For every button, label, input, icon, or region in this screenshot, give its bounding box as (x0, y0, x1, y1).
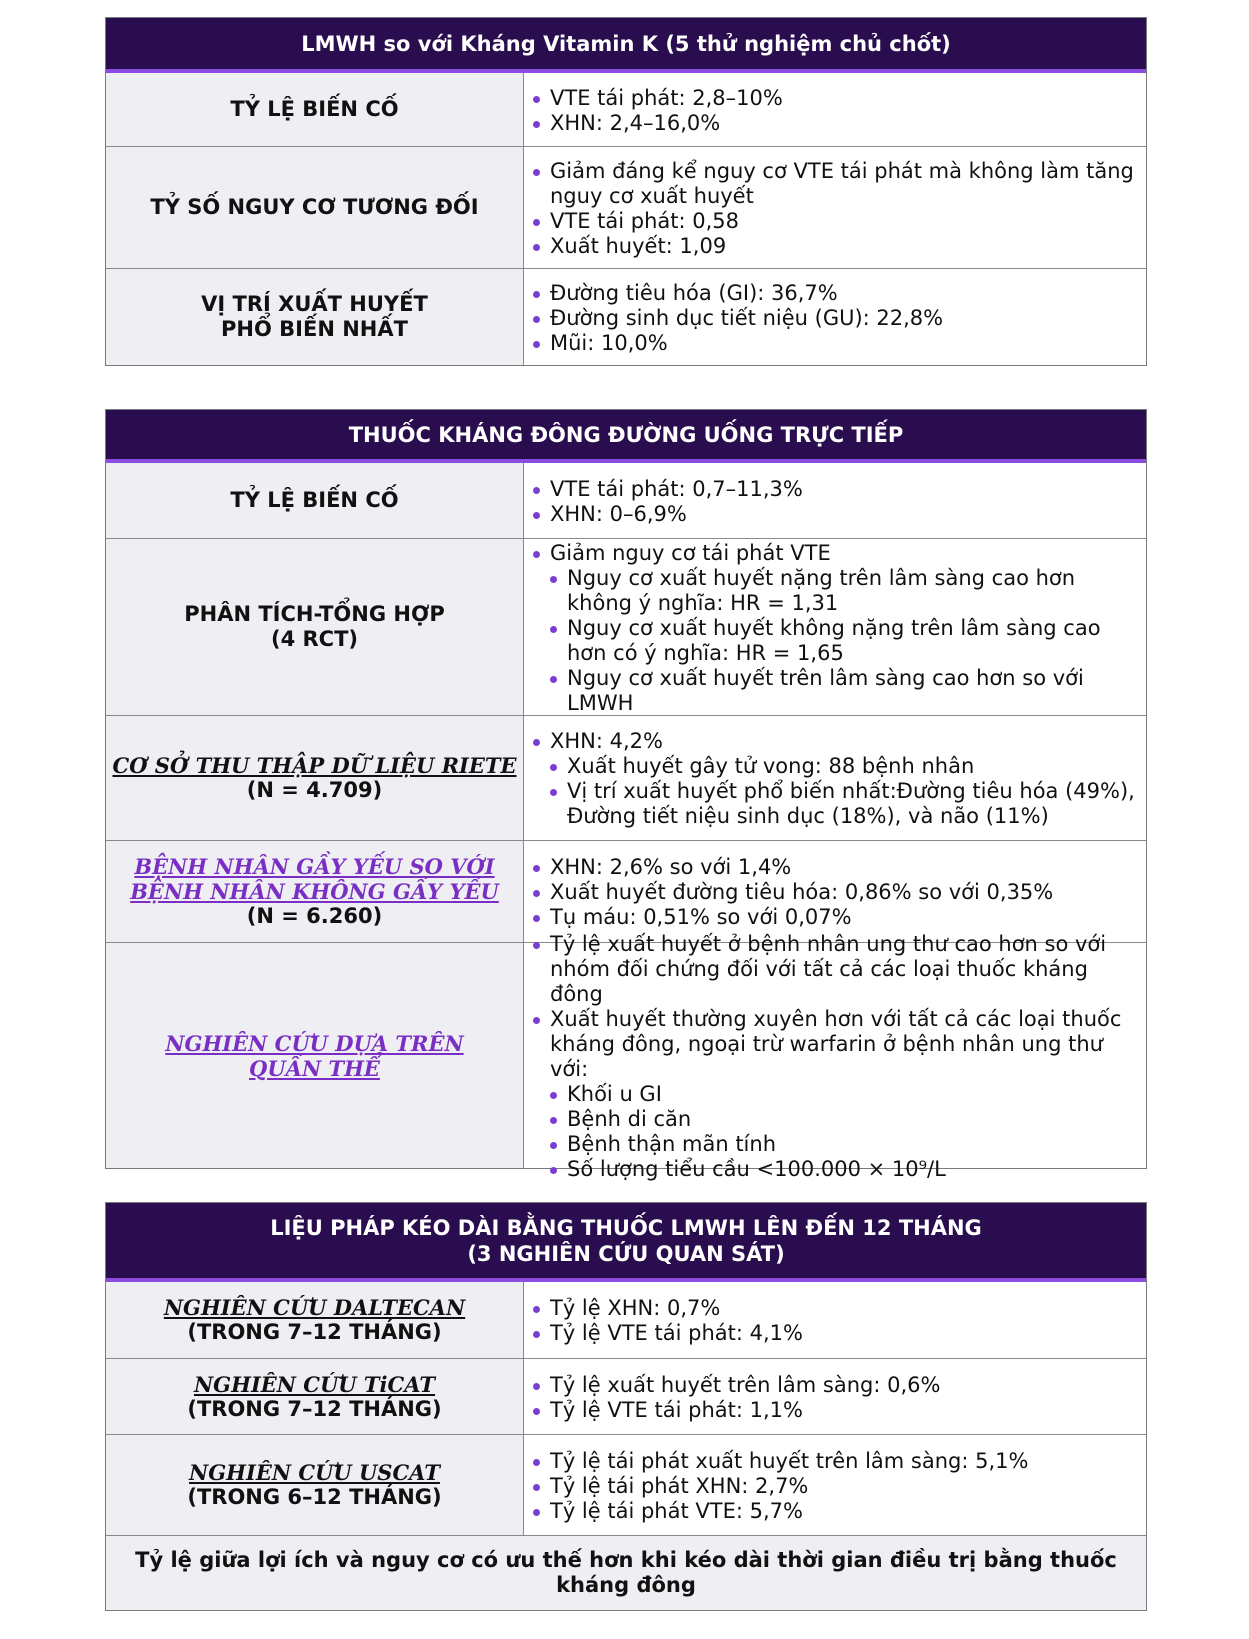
list-item: Nguy cơ xuất huyết trên lâm sàng cao hơn so với LMWH (567, 666, 1138, 716)
list-item: XHN: 0–6,9% (550, 502, 1138, 527)
list-item: Tỷ lệ tái phát VTE: 5,7% (550, 1499, 1138, 1524)
table-subtitle: (3 NGHIÊN CỨU QUAN SÁT) (467, 1241, 785, 1266)
list-item: Bệnh di căn (567, 1107, 1138, 1132)
row-content (524, 539, 1146, 715)
link-population-study[interactable]: QUẦN THỂ (249, 1055, 380, 1081)
list-item: Giảm đáng kể nguy cơ VTE tái phát mà không làm tăng nguy cơ xuất huyết (550, 159, 1138, 209)
row-content (524, 841, 1146, 942)
table-row (106, 538, 1146, 715)
list-item: XHN: 2,4–16,0% (550, 111, 1138, 136)
list-item: Giảm nguy cơ tái phát VTE (550, 541, 1138, 566)
list-item: Tỷ lệ tái phát xuất huyết trên lâm sàng: 5,1% (550, 1449, 1138, 1474)
row-label: NGHIÊN CỨU TiCAT (TRONG 7–12 THÁNG) (106, 1359, 524, 1434)
row-content (524, 1359, 1146, 1434)
table-header (106, 18, 1146, 73)
row-content (524, 931, 1146, 1181)
table-row (106, 931, 1146, 1181)
list-item: Tỷ lệ xuất huyết trên lâm sàng: 0,6% (550, 1373, 1138, 1398)
list-item: Xuất huyết thường xuyên hơn với tất cả các loại thuốc kháng đông, ngoại trừ warfarin ở bệnh nhân ung thư với: (550, 1007, 1138, 1082)
row-content (524, 1435, 1146, 1535)
table-row (106, 1358, 1146, 1434)
list-item: Xuất huyết gây tử vong: 88 bệnh nhân (567, 754, 1138, 779)
list-item: Tỷ lệ XHN: 0,7% (550, 1296, 1138, 1321)
row-content (524, 716, 1146, 840)
table-doac (105, 409, 1147, 1181)
row-content (524, 463, 1146, 538)
table-lmwh-vs-vka (105, 17, 1147, 366)
list-item: Đường tiêu hóa (GI): 36,7% (550, 281, 1138, 306)
row-content (524, 73, 1146, 146)
row-label (106, 943, 524, 1168)
list-item: Tỷ lệ tái phát XHN: 2,7% (550, 1474, 1138, 1499)
table-row (106, 146, 1146, 268)
list-item: Nguy cơ xuất huyết không nặng trên lâm sàng cao hơn có ý nghĩa: HR = 1,65 (567, 616, 1138, 666)
list-item: Tụ máu: 0,51% so với 0,07% (550, 905, 1138, 930)
list-item: VTE tái phát: 2,8–10% (550, 86, 1138, 111)
list-item: Xuất huyết đường tiêu hóa: 0,86% so với 0,35% (550, 880, 1138, 905)
list-item: Xuất huyết: 1,09 (550, 234, 1138, 259)
row-label: PHÂN TÍCH-TỔNG HỢP (4 RCT) (106, 539, 524, 715)
table-footer-conclusion: Tỷ lệ giữa lợi ích và nguy cơ có ưu thế hơn khi kéo dài thời gian điều trị bằng thuốc kháng đông (106, 1535, 1146, 1610)
table-row (106, 463, 1146, 538)
list-item: Bệnh thận mãn tính (567, 1132, 1138, 1157)
table-title: LMWH so với Kháng Vitamin K (5 thử nghiệm chủ chốt) (301, 31, 951, 56)
list-item: Tỷ lệ xuất huyết ở bệnh nhân ung thư cao hơn so với nhóm đối chứng đối với tất cả các loại thuốc kháng đông (550, 932, 1138, 1007)
row-label: TỶ LỆ BIẾN CỐ (106, 463, 524, 538)
table-title: THUỐC KHÁNG ĐÔNG ĐƯỜNG UỐNG TRỰC TIẾP (348, 422, 904, 447)
row-content (524, 147, 1146, 268)
list-item: Đường sinh dục tiết niệu (GU): 22,8% (550, 306, 1138, 331)
table-row (106, 73, 1146, 146)
table-row (106, 715, 1146, 840)
row-label: VỊ TRÍ XUẤT HUYẾT PHỔ BIẾN NHẤT (106, 269, 524, 365)
row-content (524, 269, 1146, 365)
row-label: CƠ SỞ THU THẬP DỮ LIỆU RIETE (N = 4.709) (106, 716, 524, 840)
link-frail-study[interactable]: BỆNH NHÂN KHÔNG GẦY YẾU (130, 879, 499, 904)
table-row (106, 1282, 1146, 1358)
row-label: TỶ LỆ BIẾN CỐ (106, 73, 524, 146)
row-label: BỆNH NHÂN GẦY YẾU SO VỚI BỆNH NHÂN KHÔNG GẦY YẾU (N = 6.260) (106, 841, 524, 942)
row-label: TỶ SỐ NGUY CƠ TƯƠNG ĐỐI (106, 147, 524, 268)
table-row (106, 268, 1146, 365)
table-header (106, 410, 1146, 463)
list-item: Số lượng tiểu cầu <100.000 × 10⁹/L (567, 1157, 1138, 1182)
list-item: Nguy cơ xuất huyết nặng trên lâm sàng cao hơn không ý nghĩa: HR = 1,31 (567, 566, 1138, 616)
list-item: Vị trí xuất huyết phổ biến nhất:Đường tiêu hóa (49%), Đường tiết niệu sinh dục (18%), và não (11%) (567, 779, 1138, 829)
link-population-study[interactable]: NGHIÊN CỨU DỰA TRÊN (165, 1030, 464, 1056)
list-item: Mũi: 10,0% (550, 331, 1138, 356)
row-label: NGHIÊN CỨU USCAT (TRONG 6–12 THÁNG) (106, 1435, 524, 1535)
table-extended-lmwh (105, 1202, 1147, 1611)
row-label: NGHIÊN CỨU DALTECAN (TRONG 7–12 THÁNG) (106, 1282, 524, 1358)
list-item: VTE tái phát: 0,58 (550, 209, 1138, 234)
table-header (106, 1203, 1146, 1282)
list-item: Tỷ lệ VTE tái phát: 1,1% (550, 1398, 1138, 1423)
row-content (524, 1282, 1146, 1358)
list-item: XHN: 2,6% so với 1,4% (550, 855, 1138, 880)
list-item: Tỷ lệ VTE tái phát: 4,1% (550, 1321, 1138, 1346)
link-frail-study[interactable]: BỆNH NHÂN GẦY YẾU SO VỚI (134, 854, 495, 879)
list-item: VTE tái phát: 0,7–11,3% (550, 477, 1138, 502)
list-item: XHN: 4,2% (550, 729, 1138, 754)
table-row (106, 1434, 1146, 1535)
table-title: LIỆU PHÁP KÉO DÀI BẰNG THUỐC LMWH LÊN ĐẾN 12 THÁNG (270, 1215, 982, 1240)
table-row (106, 840, 1146, 942)
list-item: Khối u GI (567, 1082, 1138, 1107)
